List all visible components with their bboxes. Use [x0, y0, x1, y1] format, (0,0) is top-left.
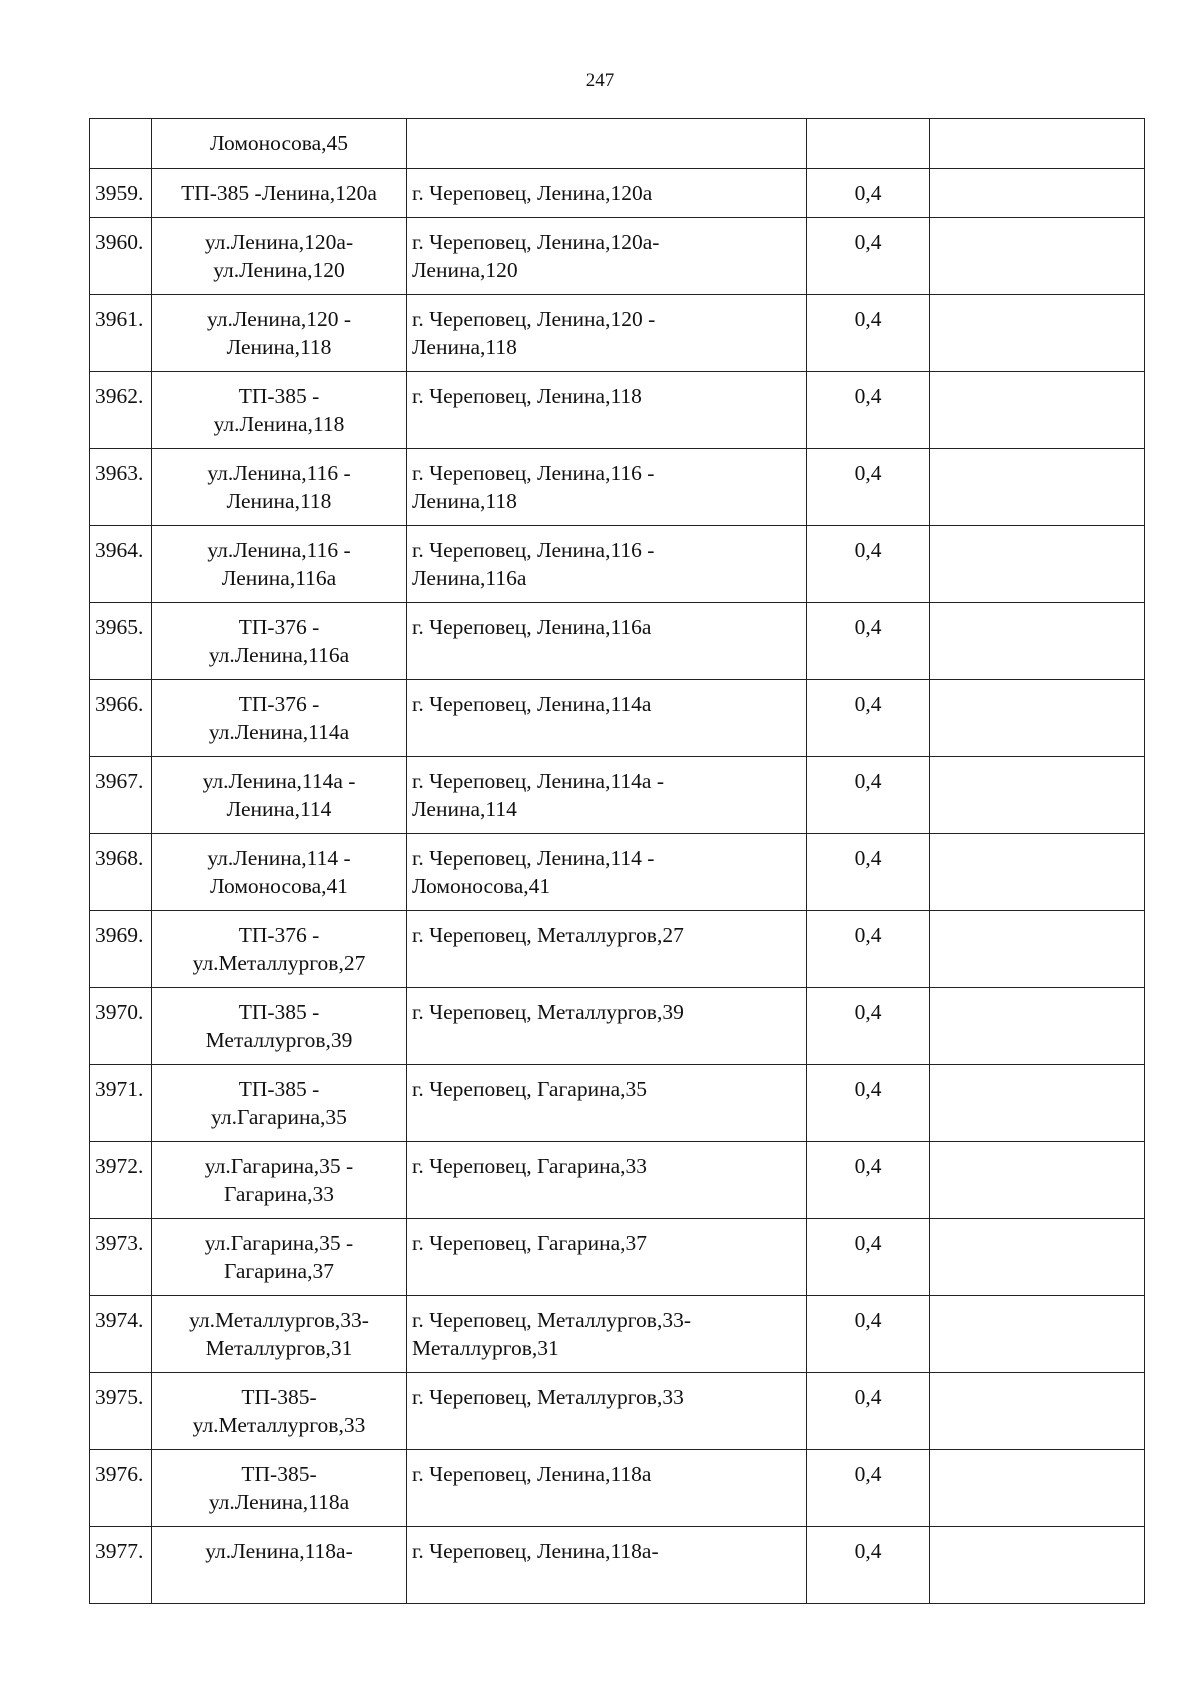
object-name-cell [152, 988, 407, 1065]
address-line: г. Череповец, Ленина,120а [412, 181, 653, 205]
voltage-cell: 0,4 [807, 1065, 930, 1142]
object-name-cell [152, 1142, 407, 1219]
address-cell [407, 295, 807, 372]
table-row [90, 911, 1145, 988]
address-line: Ленина,114 [412, 797, 517, 821]
table-row [90, 119, 1145, 169]
object-name-line: ул.Металлургов,33- [189, 1308, 369, 1332]
address-line: Ломоносова,41 [412, 874, 551, 898]
voltage-cell: 0,4 [807, 526, 930, 603]
object-name-cell [152, 603, 407, 680]
row-number-cell: 3973. [90, 1219, 152, 1296]
note-cell [930, 834, 1145, 911]
object-name-cell [152, 680, 407, 757]
object-name-line: ул.Ленина,114а - [202, 769, 356, 793]
address-line: г. Череповец, Ленина,116а [412, 615, 652, 639]
address-line: г. Череповец, Ленина,114а [412, 692, 652, 716]
object-name-line: ул.Ленина,120а- [204, 230, 354, 254]
object-name-cell [152, 218, 407, 295]
voltage-cell: 0,4 [807, 1296, 930, 1373]
address-line: г. Череповец, Ленина,118а [412, 1462, 652, 1486]
address-cell [407, 1296, 807, 1373]
row-number-cell: 3960. [90, 218, 152, 295]
note-cell [930, 1373, 1145, 1450]
row-number-cell: 3977. [90, 1527, 152, 1604]
address-cell [407, 1450, 807, 1527]
table-row [90, 834, 1145, 911]
row-number-cell: 3961. [90, 295, 152, 372]
address-line: г. Череповец, Ленина,114 - [412, 846, 655, 870]
address-line: г. Череповец, Ленина,120 - [412, 307, 656, 331]
row-number-cell: 3972. [90, 1142, 152, 1219]
object-name-line: ул.Ленина,114 - [207, 846, 351, 870]
address-line: г. Череповец, Металлургов,33 [412, 1385, 684, 1409]
voltage-cell [807, 119, 930, 169]
object-name-cell [152, 119, 407, 169]
note-cell [930, 218, 1145, 295]
object-name-line: Гагарина,33 [224, 1182, 334, 1206]
address-line: г. Череповец, Ленина,118а- [412, 1539, 659, 1563]
address-line: Ленина,120 [412, 258, 518, 282]
object-name-cell [152, 757, 407, 834]
table-row [90, 1296, 1145, 1373]
note-cell [930, 449, 1145, 526]
address-cell [407, 1527, 807, 1604]
object-name-line: ул.Ленина,118а [208, 1490, 350, 1514]
address-cell [407, 1065, 807, 1142]
address-cell [407, 1142, 807, 1219]
voltage-cell: 0,4 [807, 295, 930, 372]
note-cell [930, 757, 1145, 834]
object-name-line: ул.Ленина,114а [208, 720, 350, 744]
row-number-cell: 3967. [90, 757, 152, 834]
address-cell [407, 372, 807, 449]
object-name-line: ТП-376 - [238, 923, 320, 947]
network-objects-table [89, 118, 1145, 1604]
object-name-line: ул.Ленина,118а- [205, 1539, 353, 1563]
page-number: 247 [585, 70, 615, 91]
object-name-cell [152, 1527, 407, 1604]
object-name-line: ул.Ленина,116 - [207, 461, 351, 485]
address-cell [407, 119, 807, 169]
note-cell [930, 1142, 1145, 1219]
table-row [90, 526, 1145, 603]
address-line: г. Череповец, Гагарина,33 [412, 1154, 648, 1178]
address-cell [407, 834, 807, 911]
object-name-line: Ленина,118 [226, 335, 332, 359]
address-line: г. Череповец, Металлургов,39 [412, 1000, 684, 1024]
object-name-line: ТП-385 - [238, 384, 320, 408]
address-line: г. Череповец, Ленина,120а- [412, 230, 660, 254]
address-line: г. Череповец, Металлургов,33- [412, 1308, 691, 1332]
address-line: г. Череповец, Ленина,116 - [412, 461, 655, 485]
object-name-line: ТП-376 - [238, 692, 320, 716]
note-cell [930, 911, 1145, 988]
note-cell [930, 603, 1145, 680]
address-cell [407, 169, 807, 218]
object-name-cell [152, 1450, 407, 1527]
row-number-cell [90, 119, 152, 169]
address-line: г. Череповец, Ленина,118 [412, 384, 642, 408]
object-name-line: ул.Ленина,120 [213, 258, 345, 282]
address-line: Ленина,118 [412, 489, 517, 513]
object-name-line: Гагарина,37 [224, 1259, 334, 1283]
object-name-line: ул.Металлургов,33 [192, 1413, 366, 1437]
note-cell [930, 169, 1145, 218]
row-number-cell: 3966. [90, 680, 152, 757]
note-cell [930, 1527, 1145, 1604]
address-cell [407, 911, 807, 988]
row-number-cell: 3969. [90, 911, 152, 988]
row-number-cell: 3963. [90, 449, 152, 526]
voltage-cell: 0,4 [807, 1219, 930, 1296]
voltage-cell: 0,4 [807, 603, 930, 680]
object-name-line: ТП-385 -Ленина,120а [181, 181, 377, 205]
object-name-line: ТП-385 - [238, 1077, 320, 1101]
voltage-cell: 0,4 [807, 988, 930, 1065]
object-name-cell [152, 372, 407, 449]
note-cell [930, 1450, 1145, 1527]
voltage-cell: 0,4 [807, 1527, 930, 1604]
row-number-cell: 3975. [90, 1373, 152, 1450]
note-cell [930, 1065, 1145, 1142]
row-number-cell: 3970. [90, 988, 152, 1065]
object-name-line: ТП-376 - [238, 615, 320, 639]
table-row [90, 169, 1145, 218]
table-row [90, 1450, 1145, 1527]
table-row [90, 449, 1145, 526]
address-cell [407, 603, 807, 680]
voltage-cell: 0,4 [807, 169, 930, 218]
note-cell [930, 372, 1145, 449]
table-row [90, 988, 1145, 1065]
voltage-cell: 0,4 [807, 372, 930, 449]
row-number-cell: 3962. [90, 372, 152, 449]
note-cell [930, 295, 1145, 372]
object-name-line: Ленина,118 [226, 489, 332, 513]
row-number-cell: 3971. [90, 1065, 152, 1142]
table-row [90, 1373, 1145, 1450]
table-row [90, 1219, 1145, 1296]
object-name-cell [152, 1373, 407, 1450]
object-name-line: Ленина,116а [221, 566, 337, 590]
address-cell [407, 449, 807, 526]
row-number-cell: 3976. [90, 1450, 152, 1527]
note-cell [930, 988, 1145, 1065]
object-name-line: ул.Гагарина,35 - [204, 1154, 354, 1178]
address-line: г. Череповец, Ленина,114а - [412, 769, 664, 793]
object-name-line: ТП-385- [241, 1462, 317, 1486]
object-name-line: ул.Ленина,116 - [207, 538, 351, 562]
table-row [90, 1065, 1145, 1142]
object-name-cell [152, 1219, 407, 1296]
note-cell [930, 1296, 1145, 1373]
object-name-line: ул.Ленина,116а [208, 643, 350, 667]
address-line: Ленина,118 [412, 335, 517, 359]
address-line: г. Череповец, Ленина,116 - [412, 538, 655, 562]
voltage-cell: 0,4 [807, 218, 930, 295]
object-name-cell [152, 834, 407, 911]
object-name-cell [152, 526, 407, 603]
row-number-cell: 3968. [90, 834, 152, 911]
table-row [90, 603, 1145, 680]
voltage-cell: 0,4 [807, 449, 930, 526]
voltage-cell: 0,4 [807, 680, 930, 757]
note-cell [930, 1219, 1145, 1296]
address-line: г. Череповец, Металлургов,27 [412, 923, 684, 947]
address-cell [407, 1373, 807, 1450]
object-name-line: ул.Ленина,120 - [206, 307, 352, 331]
address-cell [407, 218, 807, 295]
table-row [90, 372, 1145, 449]
object-name-cell [152, 911, 407, 988]
object-name-line: ул.Гагарина,35 - [204, 1231, 354, 1255]
address-cell [407, 680, 807, 757]
object-name-line: Ломоносова,45 [209, 131, 349, 155]
object-name-cell [152, 169, 407, 218]
voltage-cell: 0,4 [807, 1373, 930, 1450]
object-name-line: Металлургов,39 [205, 1028, 353, 1052]
address-line: Металлургов,31 [412, 1336, 559, 1360]
note-cell [930, 526, 1145, 603]
address-line: Ленина,116а [412, 566, 527, 590]
voltage-cell: 0,4 [807, 911, 930, 988]
object-name-line: Ленина,114 [226, 797, 332, 821]
voltage-cell: 0,4 [807, 1450, 930, 1527]
address-cell [407, 526, 807, 603]
table-row [90, 680, 1145, 757]
object-name-line: ТП-385- [241, 1385, 317, 1409]
table-row [90, 295, 1145, 372]
object-name-line: Ломоносова,41 [209, 874, 349, 898]
table-row [90, 218, 1145, 295]
address-line: г. Череповец, Гагарина,35 [412, 1077, 648, 1101]
row-number-cell: 3965. [90, 603, 152, 680]
note-cell [930, 119, 1145, 169]
address-cell [407, 1219, 807, 1296]
table-row [90, 1527, 1145, 1604]
object-name-line: ул.Ленина,118 [213, 412, 345, 436]
object-name-line: ТП-385 - [238, 1000, 320, 1024]
address-cell [407, 988, 807, 1065]
note-cell [930, 680, 1145, 757]
object-name-line: ул.Гагарина,35 [211, 1105, 347, 1129]
object-name-line: Металлургов,31 [205, 1336, 353, 1360]
address-line: г. Череповец, Гагарина,37 [412, 1231, 648, 1255]
table-row [90, 757, 1145, 834]
object-name-cell [152, 295, 407, 372]
voltage-cell: 0,4 [807, 834, 930, 911]
object-name-cell [152, 1296, 407, 1373]
row-number-cell: 3964. [90, 526, 152, 603]
object-name-cell [152, 1065, 407, 1142]
row-number-cell: 3974. [90, 1296, 152, 1373]
address-cell [407, 757, 807, 834]
table-row [90, 1142, 1145, 1219]
object-name-line: ул.Металлургов,27 [192, 951, 366, 975]
object-name-cell [152, 449, 407, 526]
voltage-cell: 0,4 [807, 1142, 930, 1219]
voltage-cell: 0,4 [807, 757, 930, 834]
row-number-cell: 3959. [90, 169, 152, 218]
